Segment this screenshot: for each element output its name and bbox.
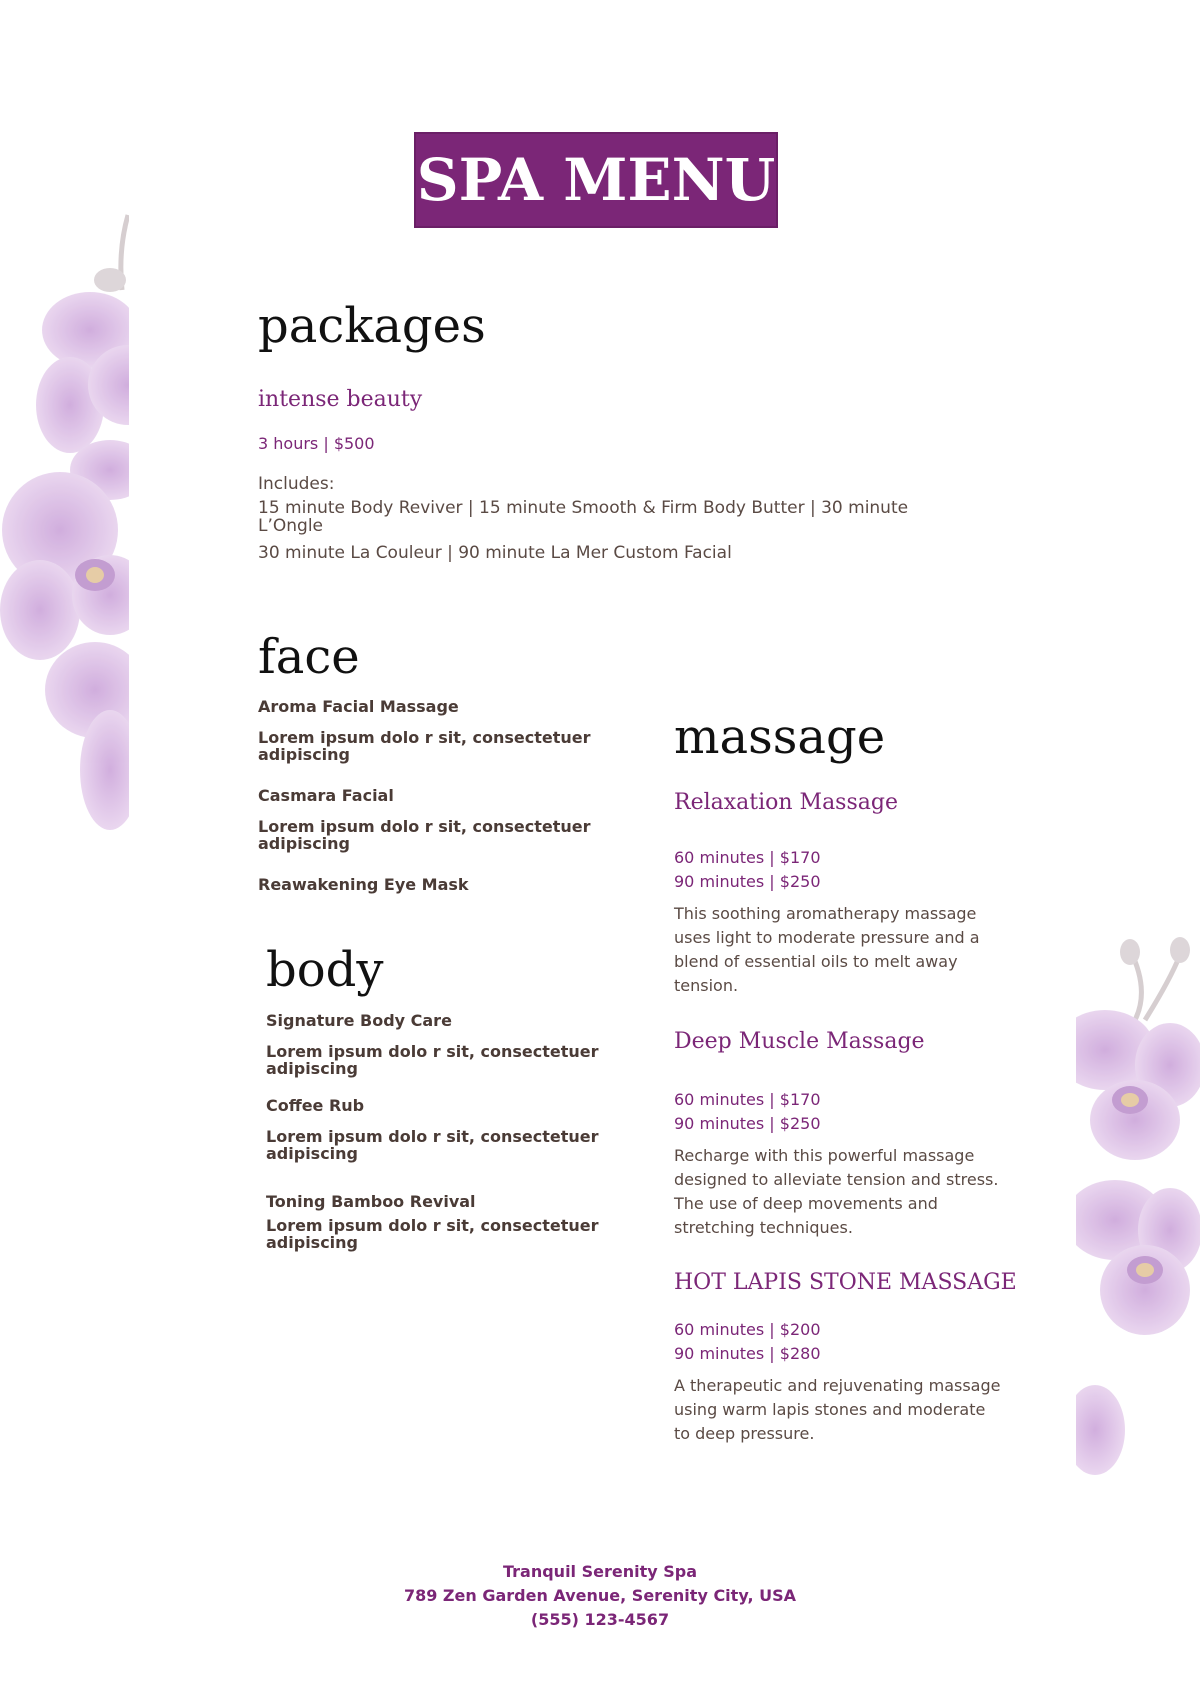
face-item-name: Reawakening Eye Mask	[258, 875, 469, 894]
body-item-desc: Lorem ipsum dolo r sit, consectetuer adipiscing	[266, 1042, 599, 1078]
face-item-desc: Lorem ipsum dolo r sit, consectetuer adipiscing	[258, 817, 591, 853]
page-title: SPA MENU	[416, 146, 776, 214]
face-heading: face	[258, 629, 360, 685]
massage-description: Recharge with this powerful massage designed to alleviate tension and stress. The use of deep movements and stretching techniques.	[674, 1146, 999, 1237]
body-item-name: Toning Bamboo Revival	[266, 1192, 476, 1211]
face-item-desc: Lorem ipsum dolo r sit, consectetuer adipiscing	[258, 728, 591, 764]
footer-address: 789 Zen Garden Avenue, Serenity City, USA	[403, 1586, 797, 1605]
massage-description: A therapeutic and rejuvenating massage using warm lapis stones and moderate to deep pressure.	[674, 1376, 1001, 1443]
package-includes-line-2: 30 minute La Couleur | 90 minute La Mer Custom Facial	[258, 543, 732, 563]
massage-description: This soothing aromatherapy massage uses light to moderate pressure and a blend of essential oils to melt away tension.	[674, 904, 980, 995]
massage-item-name: Relaxation Massage	[674, 790, 898, 815]
footer-spa-name: Tranquil Serenity Spa	[502, 1562, 698, 1581]
body-item-name: Signature Body Care	[266, 1011, 452, 1030]
body-item-desc: Lorem ipsum dolo r sit, consectetuer adipiscing	[266, 1127, 599, 1163]
body-heading: body	[266, 942, 384, 998]
massage-price: 60 minutes | $200	[674, 1320, 821, 1339]
packages-heading: packages	[258, 298, 486, 354]
title-banner	[414, 132, 778, 228]
package-includes-line-1: 15 minute Body Reviver | 15 minute Smooth & Firm Body Butter | 30 minute L’Ongle	[258, 498, 909, 536]
package-includes-label: Includes:	[258, 474, 335, 494]
package-name: intense beauty	[258, 387, 423, 412]
massage-item-name: HOT LAPIS STONE MASSAGE	[674, 1270, 1017, 1295]
footer-phone: (555) 123-4567	[530, 1610, 670, 1629]
body-item-desc: Lorem ipsum dolo r sit, consectetuer adipiscing	[266, 1216, 599, 1252]
massage-price: 60 minutes | $170	[674, 1090, 821, 1109]
face-item-name: Casmara Facial	[258, 786, 394, 805]
massage-price: 90 minutes | $250	[674, 1114, 821, 1133]
massage-item-name: Deep Muscle Massage	[674, 1029, 925, 1054]
footer	[0, 1560, 1200, 1632]
massage-price: 90 minutes | $250	[674, 872, 821, 891]
orchid-right-decoration	[1075, 930, 1200, 1485]
massage-heading: massage	[674, 709, 886, 765]
orchid-left-decoration	[0, 210, 130, 850]
package-price: 3 hours | $500	[258, 434, 375, 453]
body-item-name: Coffee Rub	[266, 1096, 365, 1115]
massage-price: 90 minutes | $280	[674, 1344, 821, 1363]
massage-price: 60 minutes | $170	[674, 848, 821, 867]
face-item-name: Aroma Facial Massage	[258, 697, 459, 716]
